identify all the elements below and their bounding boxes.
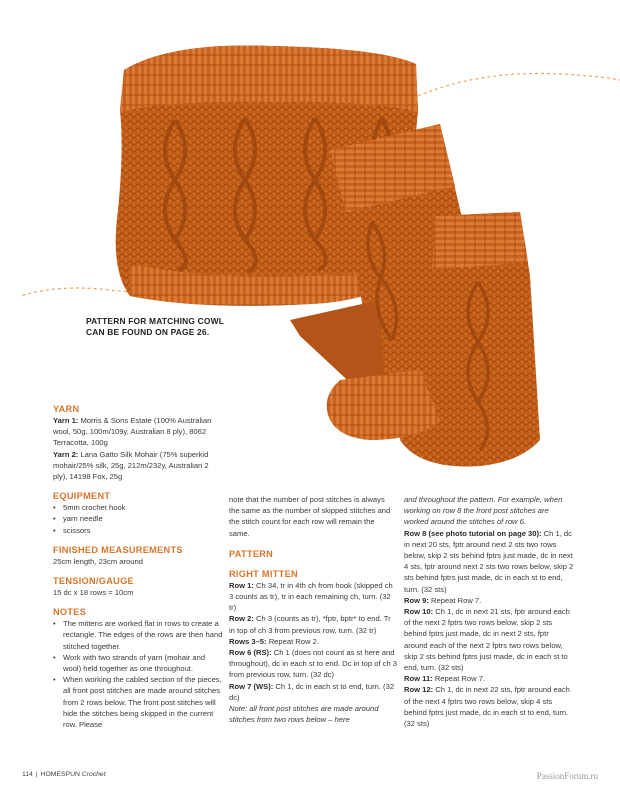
list-item: • scissors	[53, 525, 223, 536]
row-10-label: Row 10:	[404, 607, 434, 617]
post-stitch-note	[229, 703, 397, 725]
post-stitch-note-cont-text: and throughout the pattern. For example, when working on row 8 the front post stitches are worked around the stitches of row 6.	[404, 495, 563, 527]
row-7	[229, 681, 397, 703]
pattern-heading: PATTERN	[229, 548, 274, 559]
notes-continued: note that the number of post stitches is always the same as the number of skipped stitches and the stitch count for each row will remain the same.	[229, 495, 391, 538]
list-item: • When working the cabled section of the pieces, all front post stitches are made around stitches from 2 rows below. The front post stitches will hide the stitches being skipped in the current row. Please	[53, 674, 223, 730]
tension-text: 15 dc x 18 rows = 10cm	[53, 588, 134, 598]
row-9-label: Row 9:	[404, 595, 429, 605]
column-2	[229, 494, 397, 725]
equipment-list	[53, 502, 223, 536]
row-8	[404, 528, 574, 595]
measurements-heading: FINISHED MEASUREMENTS	[53, 544, 183, 555]
row-8-label: Row 8 (see photo tutorial on page 30):	[404, 528, 542, 538]
column-3	[404, 494, 574, 729]
row-12	[404, 684, 574, 729]
footer-separator: |	[35, 771, 38, 778]
column-1	[53, 403, 223, 730]
row-9	[404, 595, 574, 606]
equipment-heading: EQUIPMENT	[53, 491, 111, 502]
yarn-2-text: Lana Gatto Silk Mohair (75% superkid mohair/25% silk, 25g, 212m/232y, Australian 2 ply), 14198 Fox, 25g	[53, 449, 209, 482]
row-12-text: Ch 1, dc in next 22 sts, fptr around each of the next 4 fptrs two rows below, skip 4 sts behind fptrs just made, dc in each st to end, turn. (32 sts)	[404, 685, 570, 729]
row-7-text: Ch 1, dc in each st to end, turn. (32 dc)	[229, 681, 395, 702]
measurements-text: 25cm length, 23cm around	[53, 556, 143, 566]
post-stitch-note-text: Note: all front post stitches are made around stitches from two rows below – here	[229, 704, 379, 725]
row-1-text: Ch 34, tr in 4th ch from hook (skipped ch 3 counts as tr), tr in each remaining ch, turn. (32 tr)	[229, 580, 393, 613]
caption-line-2: CAN BE FOUND ON PAGE 26.	[86, 327, 210, 337]
row-11-label: Row 11:	[404, 674, 433, 684]
list-item: • The mittens are worked flat in rows to create a rectangle. The edges of the rows are then hand stitched together.	[53, 618, 223, 652]
row-11	[404, 673, 574, 684]
row-10	[404, 606, 574, 673]
rows-3-5-text: Repeat Row 2.	[268, 636, 319, 646]
row-6-label: Row 6 (RS):	[229, 648, 272, 658]
row-2	[229, 613, 397, 635]
row-1	[229, 580, 397, 614]
rows-3-5	[229, 636, 397, 647]
row-2-label: Row 2:	[229, 614, 254, 624]
yarn-1	[53, 415, 223, 449]
yarn-1-label: Yarn 1:	[53, 416, 79, 425]
list-item: • Work with two strands of yarn (mohair and wool) held together as one throughout.	[53, 652, 223, 674]
right-mitten-heading: RIGHT MITTEN	[229, 568, 298, 579]
post-stitch-note-continued	[404, 494, 574, 528]
rows-3-5-label: Rows 3–5:	[229, 636, 267, 646]
row-1-label: Row 1:	[229, 580, 254, 590]
page-number: 114	[22, 771, 33, 778]
row-12-label: Row 12:	[404, 685, 434, 695]
photo-caption	[86, 316, 246, 338]
magazine-section: Crochet	[81, 771, 106, 778]
row-7-label: Row 7 (WS):	[229, 681, 274, 691]
row-9-text: Repeat Row 7.	[431, 595, 482, 605]
notes-heading: NOTES	[53, 607, 87, 618]
caption-line-1: PATTERN FOR MATCHING COWL	[86, 316, 225, 326]
tension-heading: TENSION/GAUGE	[53, 576, 134, 587]
notes-list	[53, 618, 223, 730]
row-6	[229, 647, 397, 681]
magazine-name: HOMESPUN	[40, 771, 80, 778]
page-footer	[22, 771, 106, 778]
list-item: • 5mm crochet hook	[53, 502, 223, 513]
list-item: • yarn needle	[53, 513, 223, 524]
yarn-2-label: Yarn 2:	[53, 449, 79, 459]
watermark: PassionForum.ru	[536, 771, 598, 781]
yarn-1-text: Morris & Sons Estate (100% Australian wool, 50g, 100m/109y, Australian 8 ply), 8062 Terracotta, 100g	[53, 416, 212, 448]
row-10-text: Ch 1, dc in next 21 sts, fptr around each of the next 2 fptrs two rows below, skip 2 sts behind fptrs just made, dc in next 2 sts, fptr around each of the next 2 fptrs two rows below, skip 2 sts behind fptrs just made, dc in each st to end, turn. (32 sts)	[404, 607, 570, 673]
row-8-text: Ch 1, dc in next 20 sts, fptr around next 2 sts two rows below, skip 2 sts behind fptrs just made, dc in next 4 sts, fptr around next 2 sts two rows below, skip 2 sts behind fptrs just made, dc in each st to end, turn. (32 sts)	[404, 528, 574, 594]
row-2-text: Ch 3 (counts as tr), *fptr, bptr* to end. Tr in top of ch 3 from previous row, turn. (32 tr)	[229, 614, 391, 635]
yarn-2	[53, 449, 223, 483]
row-6-text: Ch 1 (does not count as st here and throughout), dc in each st to end. Dc in top of ch 3 from previous row, turn. (32 dc)	[229, 648, 398, 680]
row-11-text: Repeat Row 7.	[434, 674, 486, 684]
yarn-heading: YARN	[53, 404, 80, 414]
